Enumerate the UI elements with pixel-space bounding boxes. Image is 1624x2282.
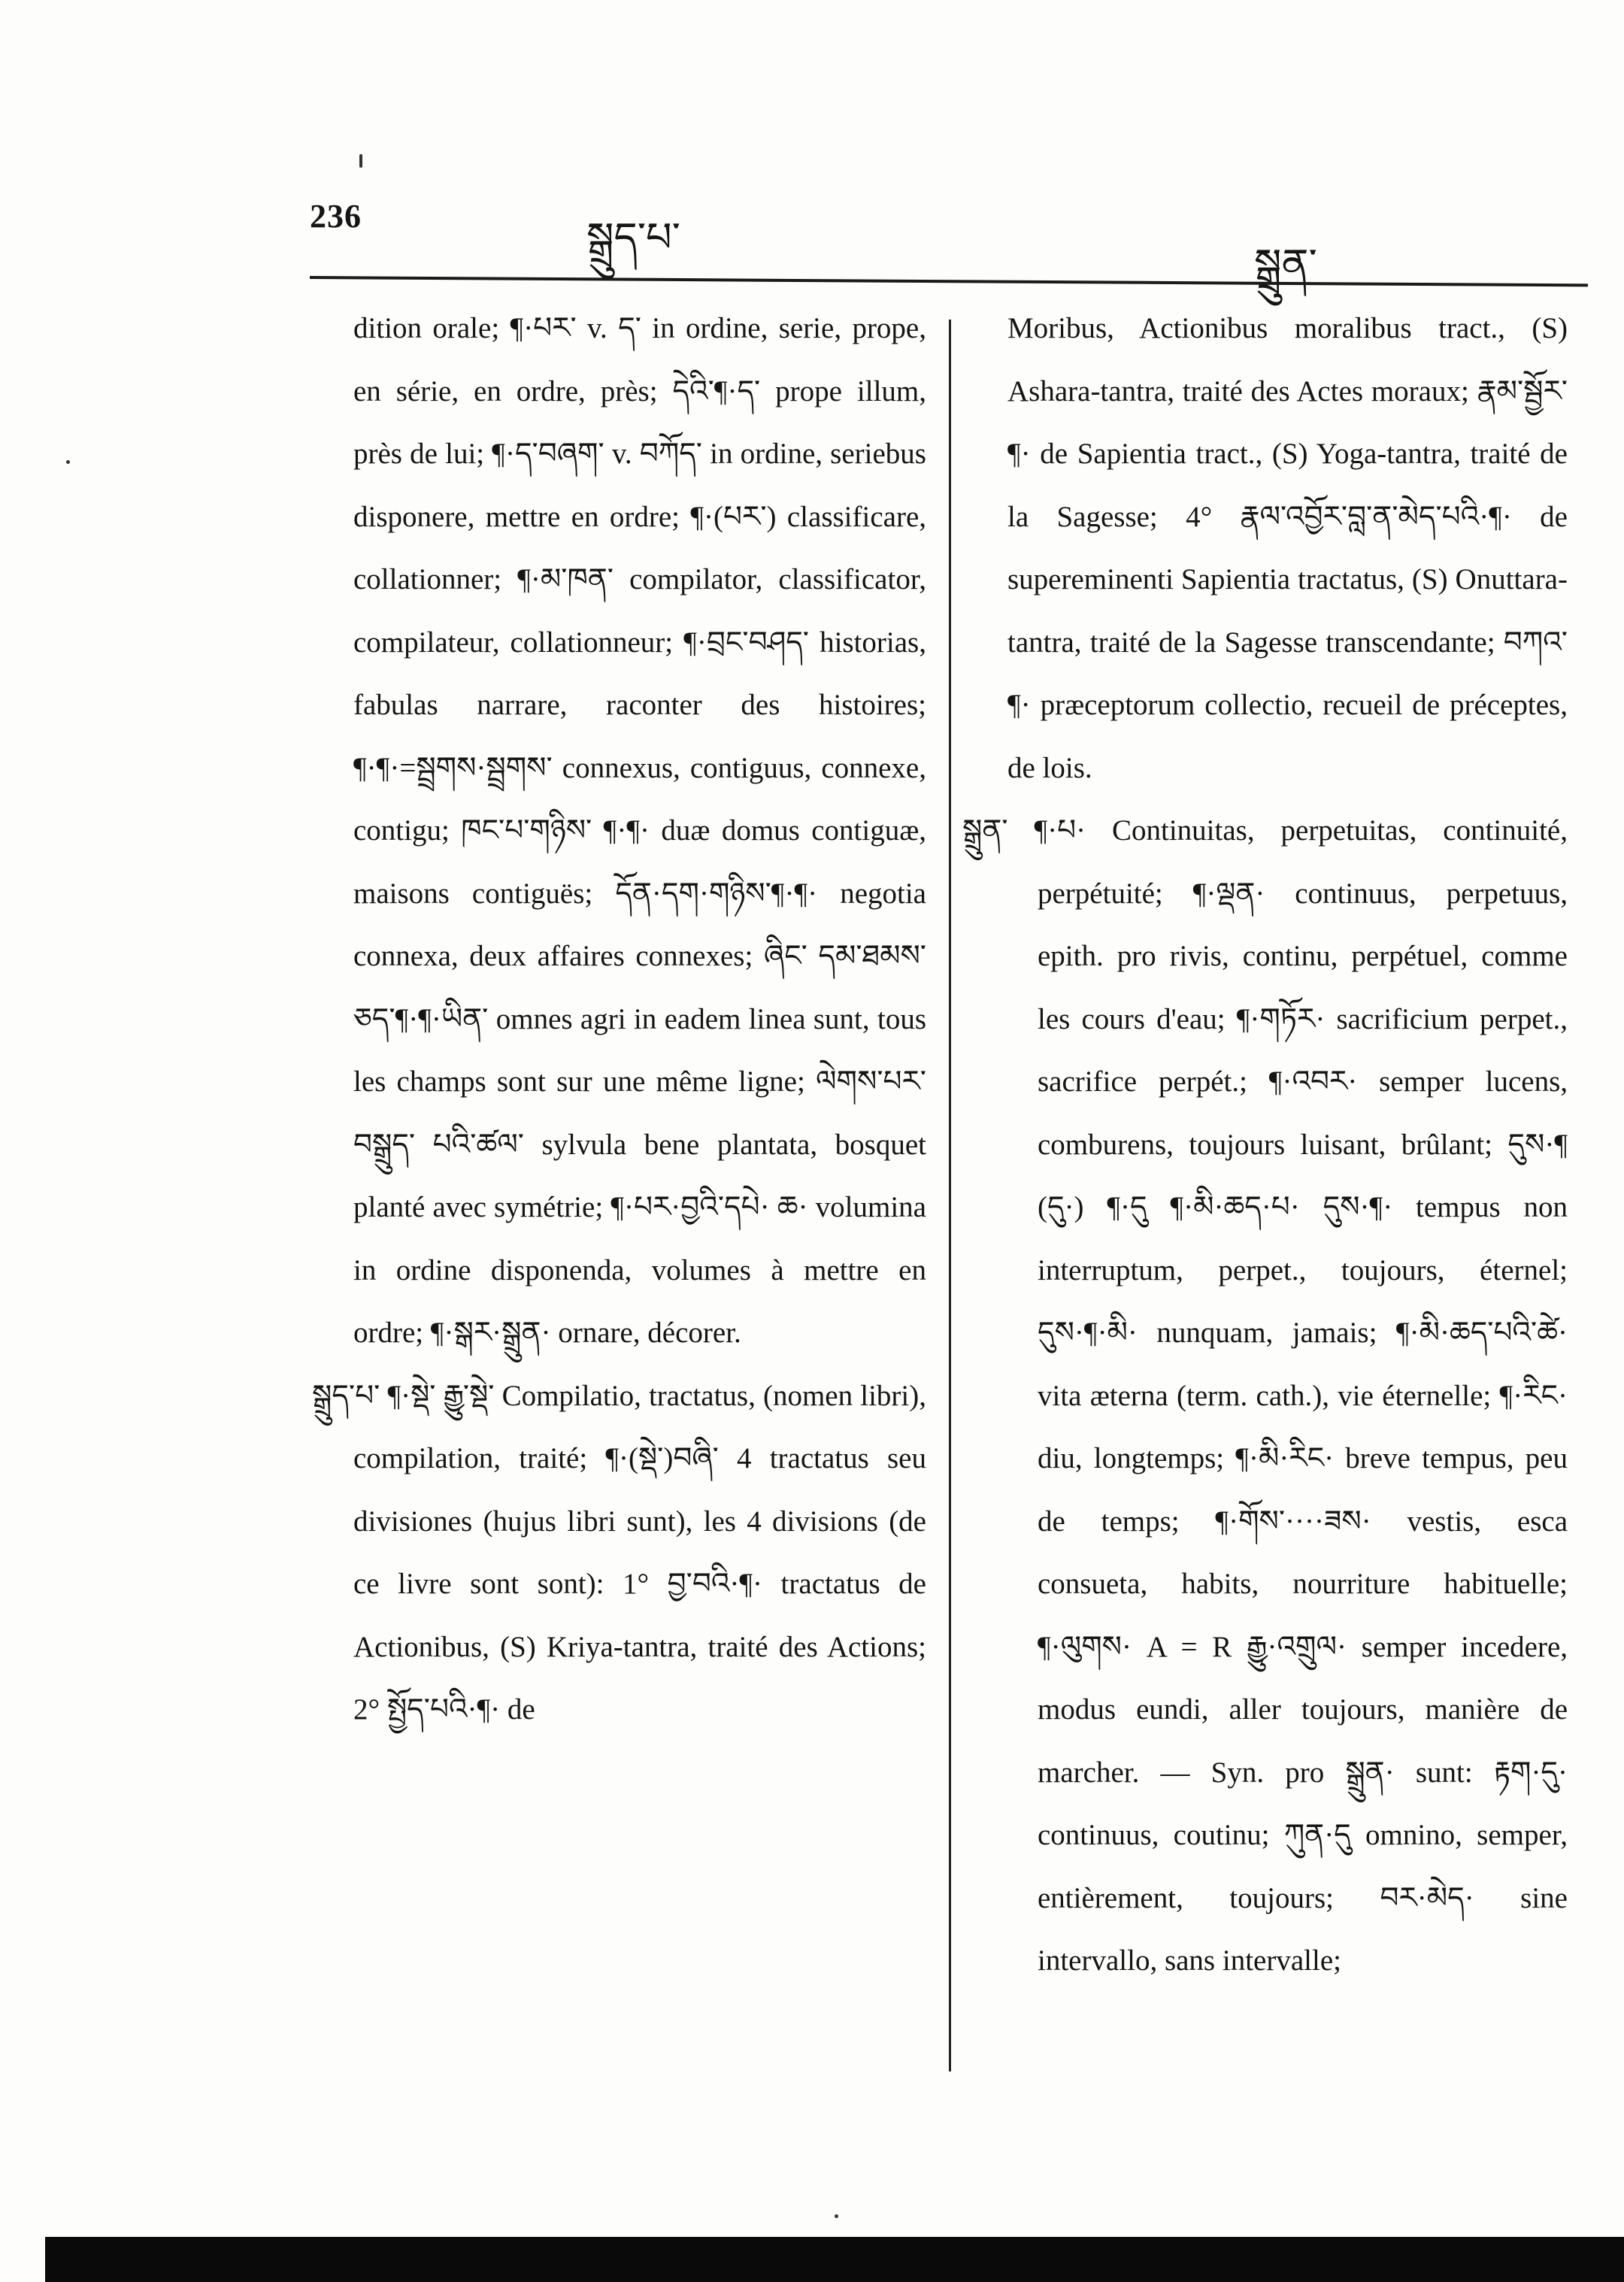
page-number: 236 (310, 198, 362, 235)
running-head-left: སྒྲུད་པ་ (586, 214, 681, 261)
scan-speck (66, 460, 70, 464)
entry-headword: སྒྲུན་ ¶·པ· Continuitas, perpetuitas, continuité, perpétuité; ¶·ལྡན· continuus, perpetuus, epith. pro rivis, continu, perpétuel, comme les cours d'eau; ¶·གཏོར· sacrificium perpet., sacrifice perpét.; ¶·འབར· semper lucens, comburens, toujours luisant, brûlant; དུས·¶ (དུ·) ¶·དུ ¶·མི·ཆད·པ· དུས·¶· tempus non interruptum, perpet., toujours, éternel; དུས·¶·མི· nunquam, jamais; ¶·མི·ཆད་པའི་ཚེ· vita æterna (term. cath.), vie éternelle; ¶·རིང· diu, longtemps; ¶·མི·རིང· breve tempus, peu de temps; ¶·གོས་····ཟས· vestis, esca consueta, habits, nourriture habituelle; ¶·ལུགས· A = R རྒྱུ·འགྲུལ· semper incedere, modus eundi, aller toujours, manière de marcher. — Syn. pro སྒྲུན· sunt: རྟག·དུ· continuus, coutinu; ཀུན·དུ omnino, semper, entièrement, toujours; བར·མེད· sine intervallo, sans intervalle; (962, 814, 1568, 1977)
entry-continuation: dition orale; ¶·པར་ v. ད་ in ordine, serie, prope, en série, en ordre, près; དེའི་¶·ད་ prope illum, près de lui; ¶·ད་བཞག་ v. བཀོད་ in ordine, seriebus disponere, mettre en ordre; ¶·(པར་) classificare, collationner; ¶·མ་ཁན་ compilator, classificator, compilateur, collationneur; ¶·བྲང་བཤད་ historias, fabulas narrare, raconter des histoires; ¶·¶·=སྦྲགས·སྦྲགས་ connexus, contiguus, connexe, contigu; ཁང་པ་གཉིས་ ¶·¶· duæ domus contiguæ, maisons contiguës; དོན·དག·གཉིས་¶·¶· negotia connexa, deux affaires connexes; ཞིང་ དམ་ཐམས་ཅད་¶·¶·ཡིན་ omnes agri in eadem linea sunt, tous les champs sont sur une même ligne; ལེགས་པར་བསྒྲུད་ པའི་ཚལ་ sylvula bene plantata, bosquet planté avec symétrie; ¶·པར·བྱའི་དཔེ· ཆ· volumina in ordine disponenda, volumes à mettre en ordre; ¶·སྒར·སྒྲུན· ornare, décorer. (353, 312, 926, 1349)
column-divider (949, 320, 951, 2071)
running-head-right: སྒྲུན་ (1254, 240, 1317, 287)
entry-continuation: Moribus, Actionibus moralibus tract., (S) Ashara-tantra, traité des Actes moraux; རྣམ་སྦྱོར་¶· de Sapientia tract., (S) Yoga-tantra, traité de la Sagesse; 4° རྣལ་འབྱོར་བླ་ན་མེད་པའི·¶· de supereminenti Sapientia tractatus, (S) Onuttaratantra, traité de la Sagesse transcendante; བཀའ་¶· præceptorum collectio, recueil de préceptes, de lois. (1007, 312, 1568, 784)
right-column (962, 297, 1568, 1993)
scan-speck (835, 2214, 838, 2218)
scan-bottom-edge (45, 2237, 1624, 2282)
entry-headword: སྒྲུད་པ་ ¶·སྡེ་ རྒྱུ་སྡེ་ Compilatio, tractatus, (nomen libri), compilation, traité; ¶·(སྡེ་)བཞི་ 4 tractatus seu divisiones (hujus libri sunt), les 4 divisions (de ce livre sont sont): 1° བྱ་བའི·¶· tractatus de Actionibus, (S) Kriya-tantra, traité des Actions; 2° སྤྱོད་པའི·¶· de (312, 1379, 926, 1726)
scan-speck (359, 154, 362, 168)
header-rule (310, 276, 1588, 286)
left-column (312, 297, 926, 1741)
